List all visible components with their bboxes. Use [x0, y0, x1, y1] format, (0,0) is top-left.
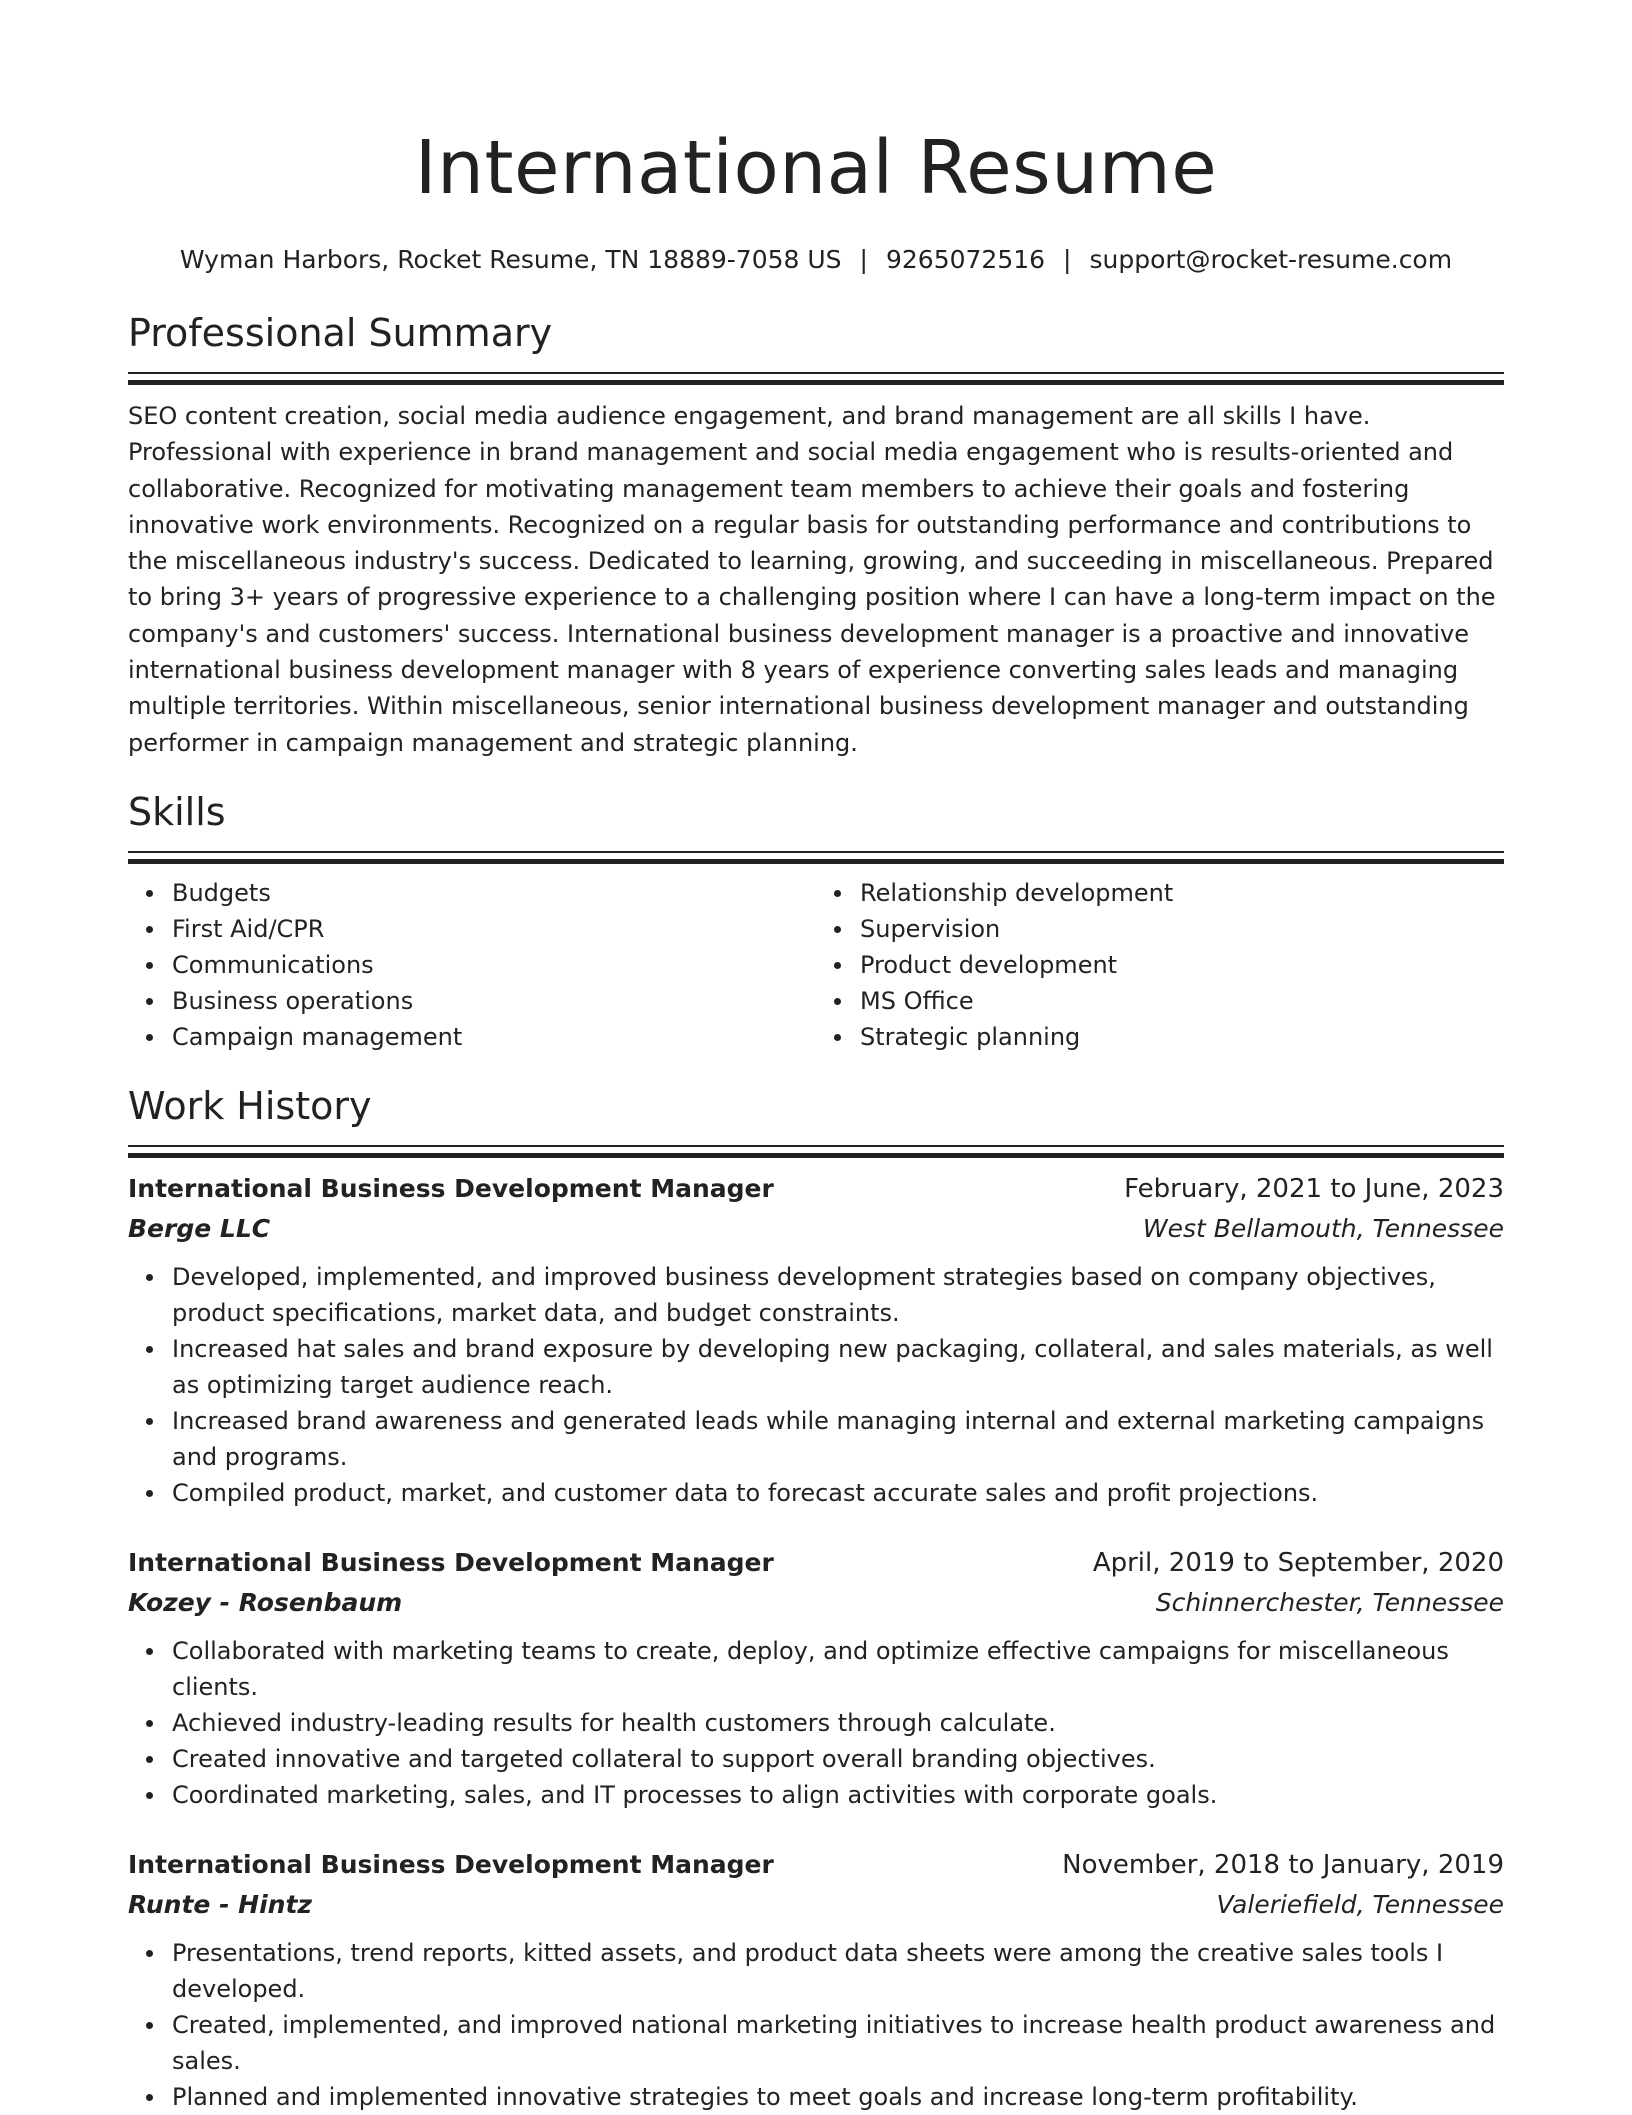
work-history-heading: Work History: [128, 1083, 372, 1128]
job-title: International Business Development Manager: [128, 1173, 774, 1203]
resume-page: [128, 0, 1504, 2115]
job-bullet: Achieved industry-leading results for health customers through calculate.: [172, 1705, 1504, 1741]
contact-line: [128, 242, 1504, 278]
job-location: Schinnerchester, Tennessee: [1155, 1587, 1504, 1617]
job-bullets: [128, 1935, 1504, 2115]
skill-item: MS Office: [860, 983, 1504, 1019]
resume-title: International Resume: [414, 125, 1218, 211]
section-divider: [128, 1145, 1504, 1157]
job-company: Kozey - Rosenbaum: [128, 1587, 403, 1617]
job-dates: February, 2021 to June, 2023: [1124, 1173, 1504, 1204]
skill-item: Communications: [172, 947, 816, 983]
job-company: Runte - Hintz: [128, 1889, 312, 1919]
job-bullet: Increased brand awareness and generated leads while managing internal and external marketing campaigns and programs.: [172, 1403, 1504, 1475]
skills-section: [128, 787, 1504, 1055]
job-dates: April, 2019 to September, 2020: [1092, 1547, 1504, 1578]
job-bullet: Compiled product, market, and customer data to forecast accurate sales and profit projections.: [172, 1475, 1504, 1511]
contact-email: support@rocket-resume.com: [1089, 245, 1453, 274]
summary-section: [128, 308, 1504, 761]
contact-phone: 9265072516: [885, 245, 1046, 274]
work-history-section: [128, 1081, 1504, 2115]
skill-item: Campaign management: [172, 1019, 816, 1055]
job-bullet: Collaborated with marketing teams to create, deploy, and optimize effective campaigns for miscellaneous clients.: [172, 1633, 1504, 1705]
skill-item: Product development: [860, 947, 1504, 983]
skill-item: Supervision: [860, 911, 1504, 947]
job-bullets: [128, 1259, 1504, 1511]
summary-text: SEO content creation, social media audience engagement, and brand management are all skills I have. Professional with experience in brand management and social media engagement who is results-oriented and collaborative. Recognized for motivating management team members to achieve their goals and fostering innovative work environments. Recognized on a regular basis for outstanding performance and contributions to the miscellaneous industry's success. Dedicated to learning, growing, and succeeding in miscellaneous. Prepared to bring 3+ years of progressive experience to a challenging position where I can have a long-term impact on the company's and customers' success. International business development manager is a proactive and innovative international business development manager with 8 years of experience converting sales leads and managing multiple territories. Within miscellaneous, senior international business development manager and outstanding performer in campaign management and strategic planning.: [128, 402, 1496, 757]
section-divider: [128, 851, 1504, 863]
skills-list-right: [816, 875, 1504, 1055]
skill-item: First Aid/CPR: [172, 911, 816, 947]
skill-item: Business operations: [172, 983, 816, 1019]
section-divider: [128, 372, 1504, 384]
skill-item: Strategic planning: [860, 1019, 1504, 1055]
job-entry: [128, 1845, 1504, 2115]
job-bullet: Created innovative and targeted collateral to support overall branding objectives.: [172, 1741, 1504, 1777]
job-title: International Business Development Manager: [128, 1849, 774, 1879]
summary-heading: Professional Summary: [128, 311, 553, 355]
contact-separator: |: [1063, 245, 1072, 274]
skills-columns: [128, 875, 1504, 1055]
job-location: Valeriefield, Tennessee: [1216, 1889, 1504, 1919]
job-bullets: [128, 1633, 1504, 1813]
job-location: West Bellamouth, Tennessee: [1142, 1213, 1504, 1243]
skills-heading: Skills: [128, 789, 226, 834]
job-company: Berge LLC: [128, 1213, 271, 1243]
job-entry: [128, 1169, 1504, 1511]
contact-separator: |: [859, 245, 868, 274]
job-bullet: Coordinated marketing, sales, and IT processes to align activities with corporate goals.: [172, 1777, 1504, 1813]
job-title: International Business Development Manager: [128, 1547, 774, 1577]
job-entry: [128, 1543, 1504, 1813]
job-bullet: Planned and implemented innovative strategies to meet goals and increase long-term profitability.: [172, 2079, 1504, 2115]
job-bullet: Increased hat sales and brand exposure by developing new packaging, collateral, and sales materials, as well as optimizing target audience reach.: [172, 1331, 1504, 1403]
contact-address: Wyman Harbors, Rocket Resume, TN 18889-7058 US: [179, 245, 842, 274]
job-bullet: Created, implemented, and improved national marketing initiatives to increase health product awareness and sales.: [172, 2007, 1504, 2079]
skills-list-left: [128, 875, 816, 1055]
skill-item: Budgets: [172, 875, 816, 911]
job-bullet: Presentations, trend reports, kitted assets, and product data sheets were among the creative sales tools I developed.: [172, 1935, 1504, 2007]
skill-item: Relationship development: [860, 875, 1504, 911]
job-bullet: Developed, implemented, and improved business development strategies based on company objectives, product specifications, market data, and budget constraints.: [172, 1259, 1504, 1331]
job-dates: November, 2018 to January, 2019: [1062, 1849, 1504, 1880]
